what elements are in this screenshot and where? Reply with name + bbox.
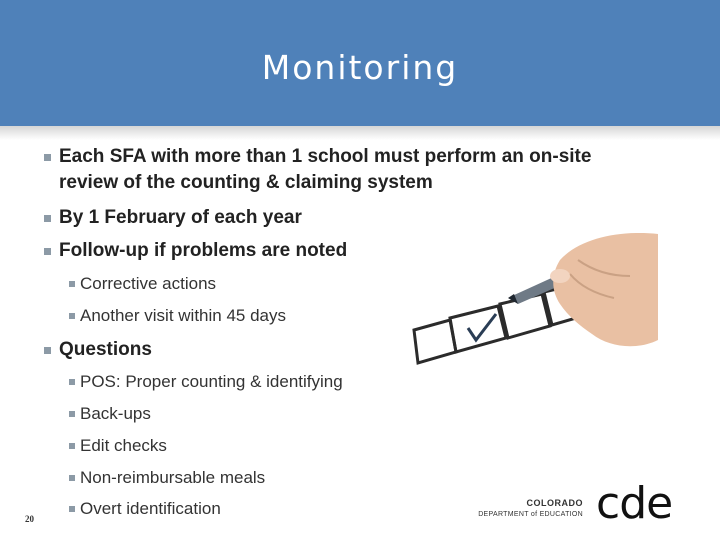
- logo-mark: cde: [596, 478, 673, 529]
- bullet-marker: [44, 347, 51, 354]
- subbullet-pos: POS: Proper counting & identifying: [80, 371, 343, 393]
- subbullet-another-visit: Another visit within 45 days: [80, 305, 286, 327]
- bullet-marker: [69, 475, 75, 481]
- cde-logo: [478, 478, 698, 529]
- bullet-marker: [69, 506, 75, 512]
- checklist-hand-photo: [410, 230, 658, 394]
- bullet-marker: [69, 443, 75, 449]
- page-number: 20: [25, 514, 34, 524]
- subbullet-edit-checks: Edit checks: [80, 435, 167, 457]
- subbullet-non-reimbursable: Non-reimbursable meals: [80, 467, 265, 489]
- bullet-marker: [69, 281, 75, 287]
- bullet-marker: [69, 313, 75, 319]
- bullet-marker: [69, 411, 75, 417]
- title-bar: [0, 0, 720, 126]
- subbullet-overt-id: Overt identification: [80, 498, 221, 520]
- slide-title: Monitoring: [261, 48, 459, 87]
- bullet-marker: [44, 215, 51, 222]
- bullet-follow-up: Follow-up if problems are noted: [59, 239, 347, 263]
- bullet-sfa-review-cont: review of the counting & claiming system: [59, 172, 433, 193]
- bullet-questions: Questions: [59, 338, 152, 362]
- bullet-marker: [69, 379, 75, 385]
- logo-text-department: DEPARTMENT of EDUCATION: [478, 511, 583, 518]
- subbullet-corrective: Corrective actions: [80, 273, 216, 295]
- bullet-marker: [44, 248, 51, 255]
- bullet-sfa-review: Each SFA with more than 1 school must perform an on-site: [59, 145, 591, 169]
- subbullet-backups: Back-ups: [80, 403, 151, 425]
- bullet-deadline: By 1 February of each year: [59, 206, 302, 230]
- bullet-marker: [44, 154, 51, 161]
- logo-text-colorado: COLORADO: [526, 498, 583, 508]
